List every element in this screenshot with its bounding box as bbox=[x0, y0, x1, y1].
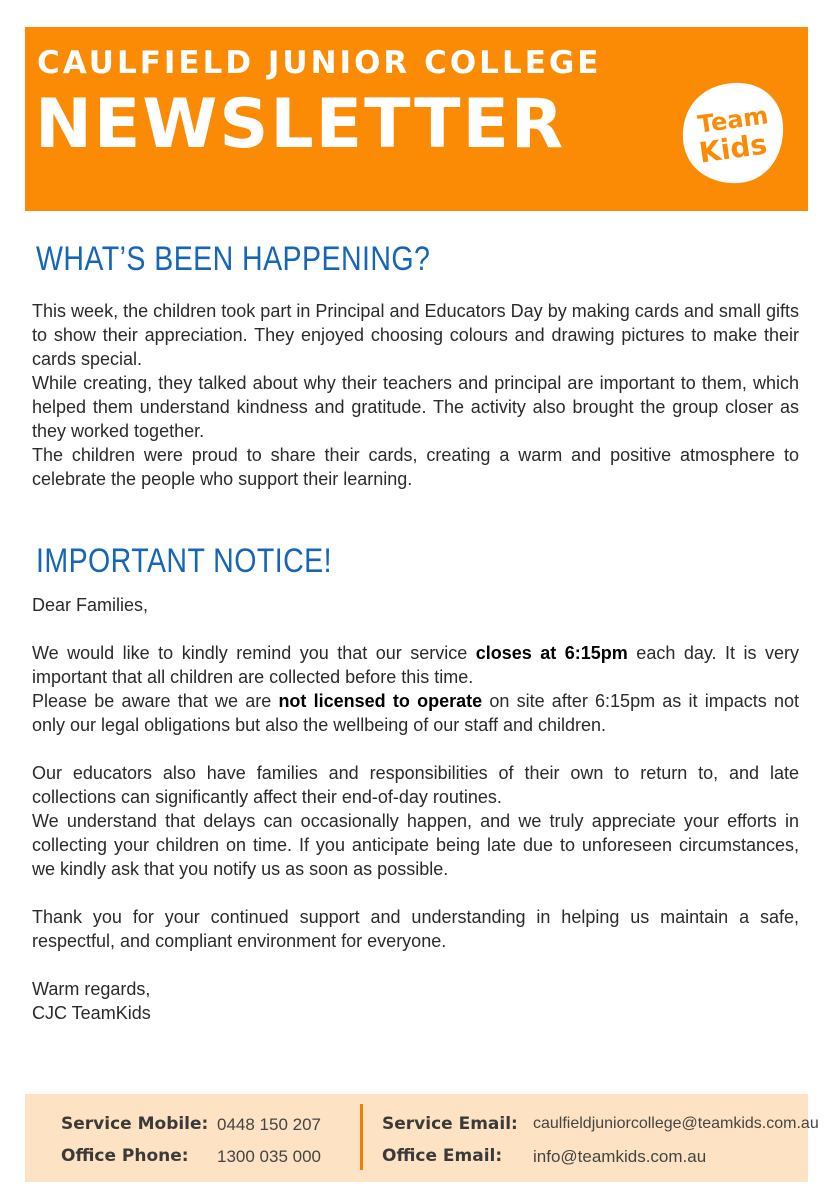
office-phone-label: Office Phone: bbox=[61, 1146, 189, 1166]
closing-time-highlight: closes at 6:15pm bbox=[475, 643, 628, 663]
happening-body bbox=[32, 299, 799, 491]
teamkids-logo bbox=[677, 77, 789, 189]
office-email-label: Office Email: bbox=[382, 1146, 503, 1166]
notice-paragraph: We would like to kindly remind you that our service closes at 6:15pm each day. It is very important that all children are collected before this time. bbox=[32, 643, 799, 687]
notice-paragraph: We understand that delays can occasionally happen, and we truly appreciate your efforts in collecting your children on time. If you anticipate being late due to unforeseen circumstances, we kindly ask that you notify us as soon as possible. bbox=[32, 811, 799, 879]
signoff: Warm regards, bbox=[32, 979, 151, 999]
office-email-link[interactable]: info@teamkids.com.au bbox=[533, 1147, 707, 1166]
service-mobile-label: Service Mobile: bbox=[61, 1114, 209, 1134]
notice-paragraph: Please be aware that we are not licensed to operate on site after 6:15pm as it impacts not only our legal obligations but also the wellbeing of our staff and children. bbox=[32, 691, 799, 735]
section-heading-notice: IMPORTANT NOTICE! bbox=[36, 542, 332, 580]
service-email-label: Service Email: bbox=[382, 1114, 518, 1134]
happening-paragraph: This week, the children took part in Principal and Educators Day by making cards and small gifts to show their appreciation. They enjoyed choosing colours and drawing pictures to make their cards special. bbox=[32, 301, 799, 369]
notice-body bbox=[32, 593, 799, 1025]
service-email-link[interactable]: caulfieldjuniorcollege@teamkids.com.au bbox=[533, 1115, 819, 1132]
newsletter-header bbox=[25, 27, 808, 211]
licence-highlight: not licensed to operate bbox=[278, 691, 483, 711]
section-heading-happening: WHAT’S BEEN HAPPENING? bbox=[36, 240, 431, 278]
logo-text-team: Team bbox=[696, 101, 770, 139]
greeting: Dear Families, bbox=[32, 595, 149, 615]
footer-divider bbox=[360, 1104, 363, 1170]
notice-paragraph: Our educators also have families and responsibilities of their own to return to, and late collections can significantly affect their end-of-day routines. bbox=[32, 763, 799, 807]
happening-paragraph: While creating, they talked about why their teachers and principal are important to them, which helped them understand kindness and gratitude. The activity also brought the group closer as they worked together. bbox=[32, 373, 799, 441]
signature: CJC TeamKids bbox=[32, 1003, 151, 1023]
office-phone-value[interactable]: 1300 035 000 bbox=[217, 1147, 321, 1166]
service-mobile-value[interactable]: 0448 150 207 bbox=[217, 1115, 321, 1134]
newsletter-title: NEWSLETTER bbox=[35, 85, 566, 164]
contact-footer bbox=[25, 1094, 819, 1182]
happening-paragraph: The children were proud to share their cards, creating a warm and positive atmosphere to celebrate the people who support their learning. bbox=[32, 445, 799, 489]
notice-paragraph: Thank you for your continued support and understanding in helping us maintain a safe, respectful, and compliant environment for everyone. bbox=[32, 907, 799, 951]
logo-text-kids: Kids bbox=[697, 127, 769, 170]
school-name: CAULFIELD JUNIOR COLLEGE bbox=[37, 45, 602, 81]
